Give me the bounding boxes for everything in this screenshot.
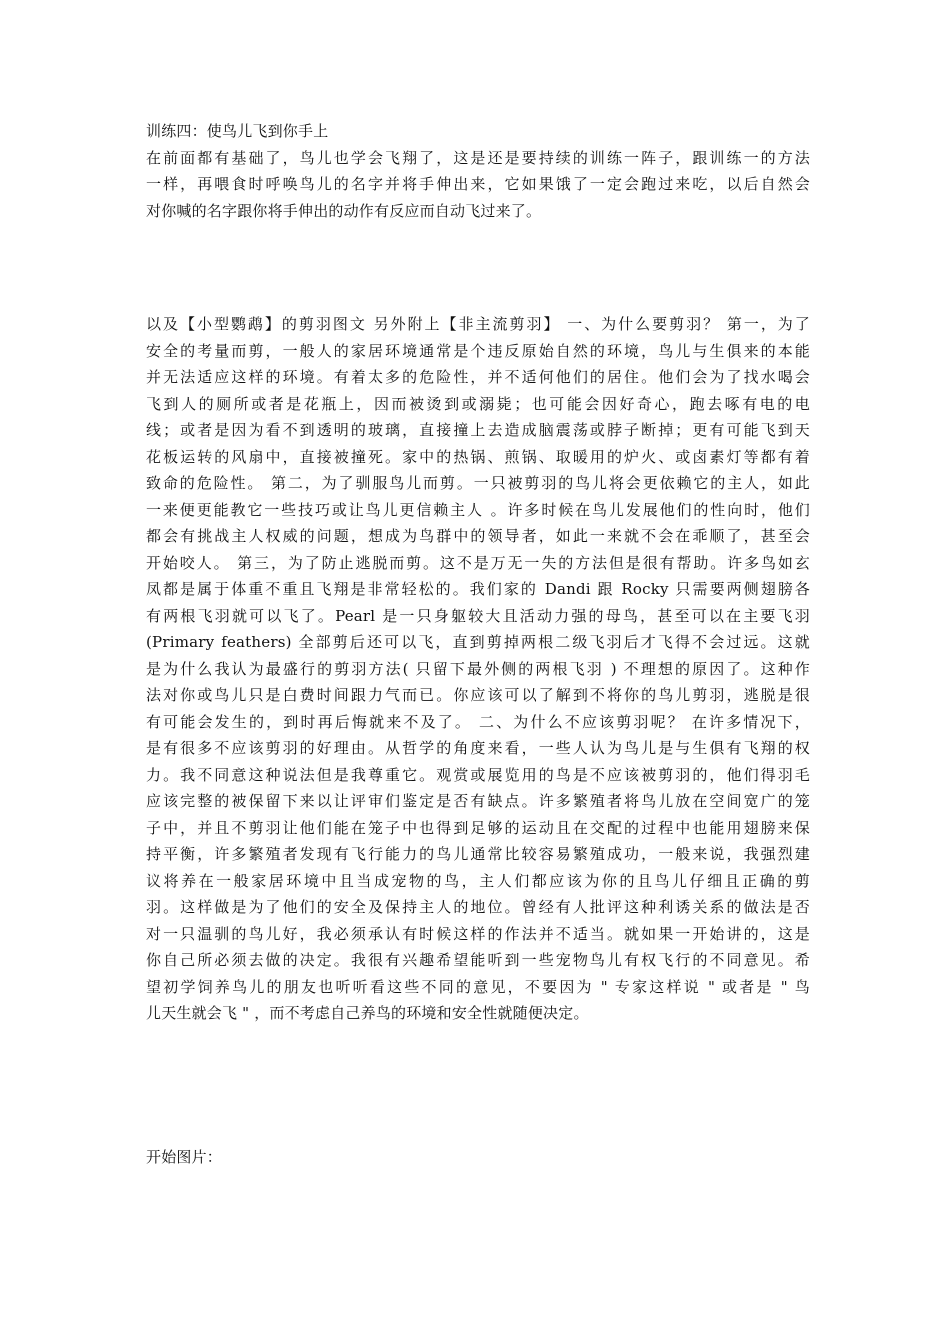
paragraph-line: (Primary feathers) 全部剪后还可以飞，直到剪掉两根二级飞羽后才飞得不会过远。这就	[146, 633, 810, 651]
images-section	[146, 1144, 810, 1171]
paragraph-line: 是有很多不应该剪羽的好理由。从哲学的角度来看，一些人认为鸟儿是与生俱有飞翔的权	[146, 739, 810, 757]
paragraph-line: 飞到人的厕所或者是花瓶上，因而被烫到或溺毙；也可能会因好奇心，跑去啄有电的电	[146, 394, 810, 413]
paragraph-line: 一样，再喂食时呼唤鸟儿的名字并将手伸出来，它如果饿了一定会跑过来吃，以后自然会	[146, 175, 810, 193]
paragraph-line: 有可能会发生的，到时再后悔就来不及了。 二、为什么不应该剪羽呢？ 在许多情况下，	[146, 712, 810, 731]
paragraph-line: 线；或者是因为看不到透明的玻璃，直接撞上去造成脑震荡或脖子断掉；更有可能飞到天	[146, 421, 810, 439]
paragraph-line: 对你喊的名字跟你将手伸出的动作有反应而自动飞过来了。	[146, 201, 542, 220]
training-section	[146, 118, 810, 224]
paragraph-line: 是为什么我认为最盛行的剪羽方法( 只留下最外侧的两根飞羽 ) 不理想的原因了。这种作	[146, 659, 810, 678]
paragraph-line: 安全的考量而剪，一般人的家居环境通常是个违反原始自然的环境，鸟儿与生俱来的本能	[146, 341, 810, 360]
paragraph-line: 并无法适应这样的环境。有着太多的危险性，并不适何他们的居住。他们会为了找水喝会	[146, 368, 810, 386]
paragraph-line: 子中，并且不剪羽让他们能在笼子中也得到足够的运动且在交配的过程中也能用翅膀来保	[146, 818, 810, 837]
wing-clipping-article	[146, 311, 810, 1027]
paragraph-line: 议将养在一般家居环境中且当成宠物的鸟，主人们都应该为你的且鸟儿仔细且正确的剪	[146, 871, 810, 890]
paragraph-line: 花板运转的风扇中，直接被撞死。家中的热锅、煎锅、取暖用的炉火、或卤素灯等都有着	[146, 447, 810, 466]
paragraph-line: 一来便更能教它一些技巧或让鸟儿更信赖主人 。许多时候在鸟儿发展他们的性向时，他们	[146, 500, 810, 519]
paragraph-line: 羽。这样做是为了他们的安全及保持主人的地位。曾经有人批评这种利诱关系的做法是否	[146, 898, 810, 916]
paragraph-line: 对一只温驯的鸟儿好，我必须承认有时候这样的作法并不适当。就如果一开始讲的，这是	[146, 924, 810, 943]
paragraph-line: 致命的危险性。 第二，为了驯服鸟儿而剪。一只被剪羽的鸟儿将会更依赖它的主人，如此	[146, 474, 810, 492]
paragraph-line: 都会有挑战主人权威的问题，想成为鸟群中的领导者，如此一来就不会在乖顺了，甚至会	[146, 527, 810, 545]
paragraph-line: 法对你或鸟儿只是白费时间跟力气而已。你应该可以了解到不将你的鸟儿剪羽，逃脱是很	[146, 686, 810, 704]
paragraph-line: 有两根飞羽就可以飞了。Pearl 是一只身躯较大且活动力强的母鸟，甚至可以在主要飞羽	[146, 606, 810, 625]
paragraph-line: 以及【小型鹦鹉】的剪羽图文 另外附上【非主流剪羽】 一、为什么要剪羽？ 第一，为了	[146, 315, 810, 333]
paragraph-line: 持平衡，许多繁殖者发现有飞行能力的鸟儿通常比较容易繁殖成功，一般来说，我强烈建	[146, 845, 810, 863]
images-label: 开始图片：	[146, 1148, 223, 1166]
section-heading: 训练四：使鸟儿飞到你手上	[146, 122, 329, 140]
paragraph-line: 应该完整的被保留下来以让评审们鉴定是否有缺点。许多繁殖者将鸟儿放在空间宽广的笼	[146, 792, 810, 810]
paragraph-line: 凤都是属于体重不重且飞翔是非常轻松的。我们家的 Dandi 跟 Rocky 只需要两侧翅膀各	[146, 580, 810, 598]
paragraph-line: 在前面都有基础了，鸟儿也学会飞翔了，这是还是要持续的训练一阵子，跟训练一的方法	[146, 148, 810, 167]
paragraph-line: 你自己所必须去做的决定。我很有兴趣希望能听到一些宠物鸟儿有权飞行的不同意见。希	[146, 951, 810, 969]
paragraph-line: 开始咬人。 第三，为了防止逃脱而剪。这不是万无一失的方法但是很有帮助。许多鸟如玄	[146, 553, 810, 572]
paragraph-line: 儿天生就会飞 " ，而不考虑自己养鸟的环境和安全性就随便决定。	[146, 1004, 589, 1022]
paragraph-line: 力。我不同意这种说法但是我尊重它。观赏或展览用的鸟是不应该被剪羽的，他们得羽毛	[146, 765, 810, 784]
paragraph-line: 望初学饲养鸟儿的朋友也听听看这些不同的意见，不要因为 " 专家这样说 " 或者是 " 鸟	[146, 977, 810, 996]
